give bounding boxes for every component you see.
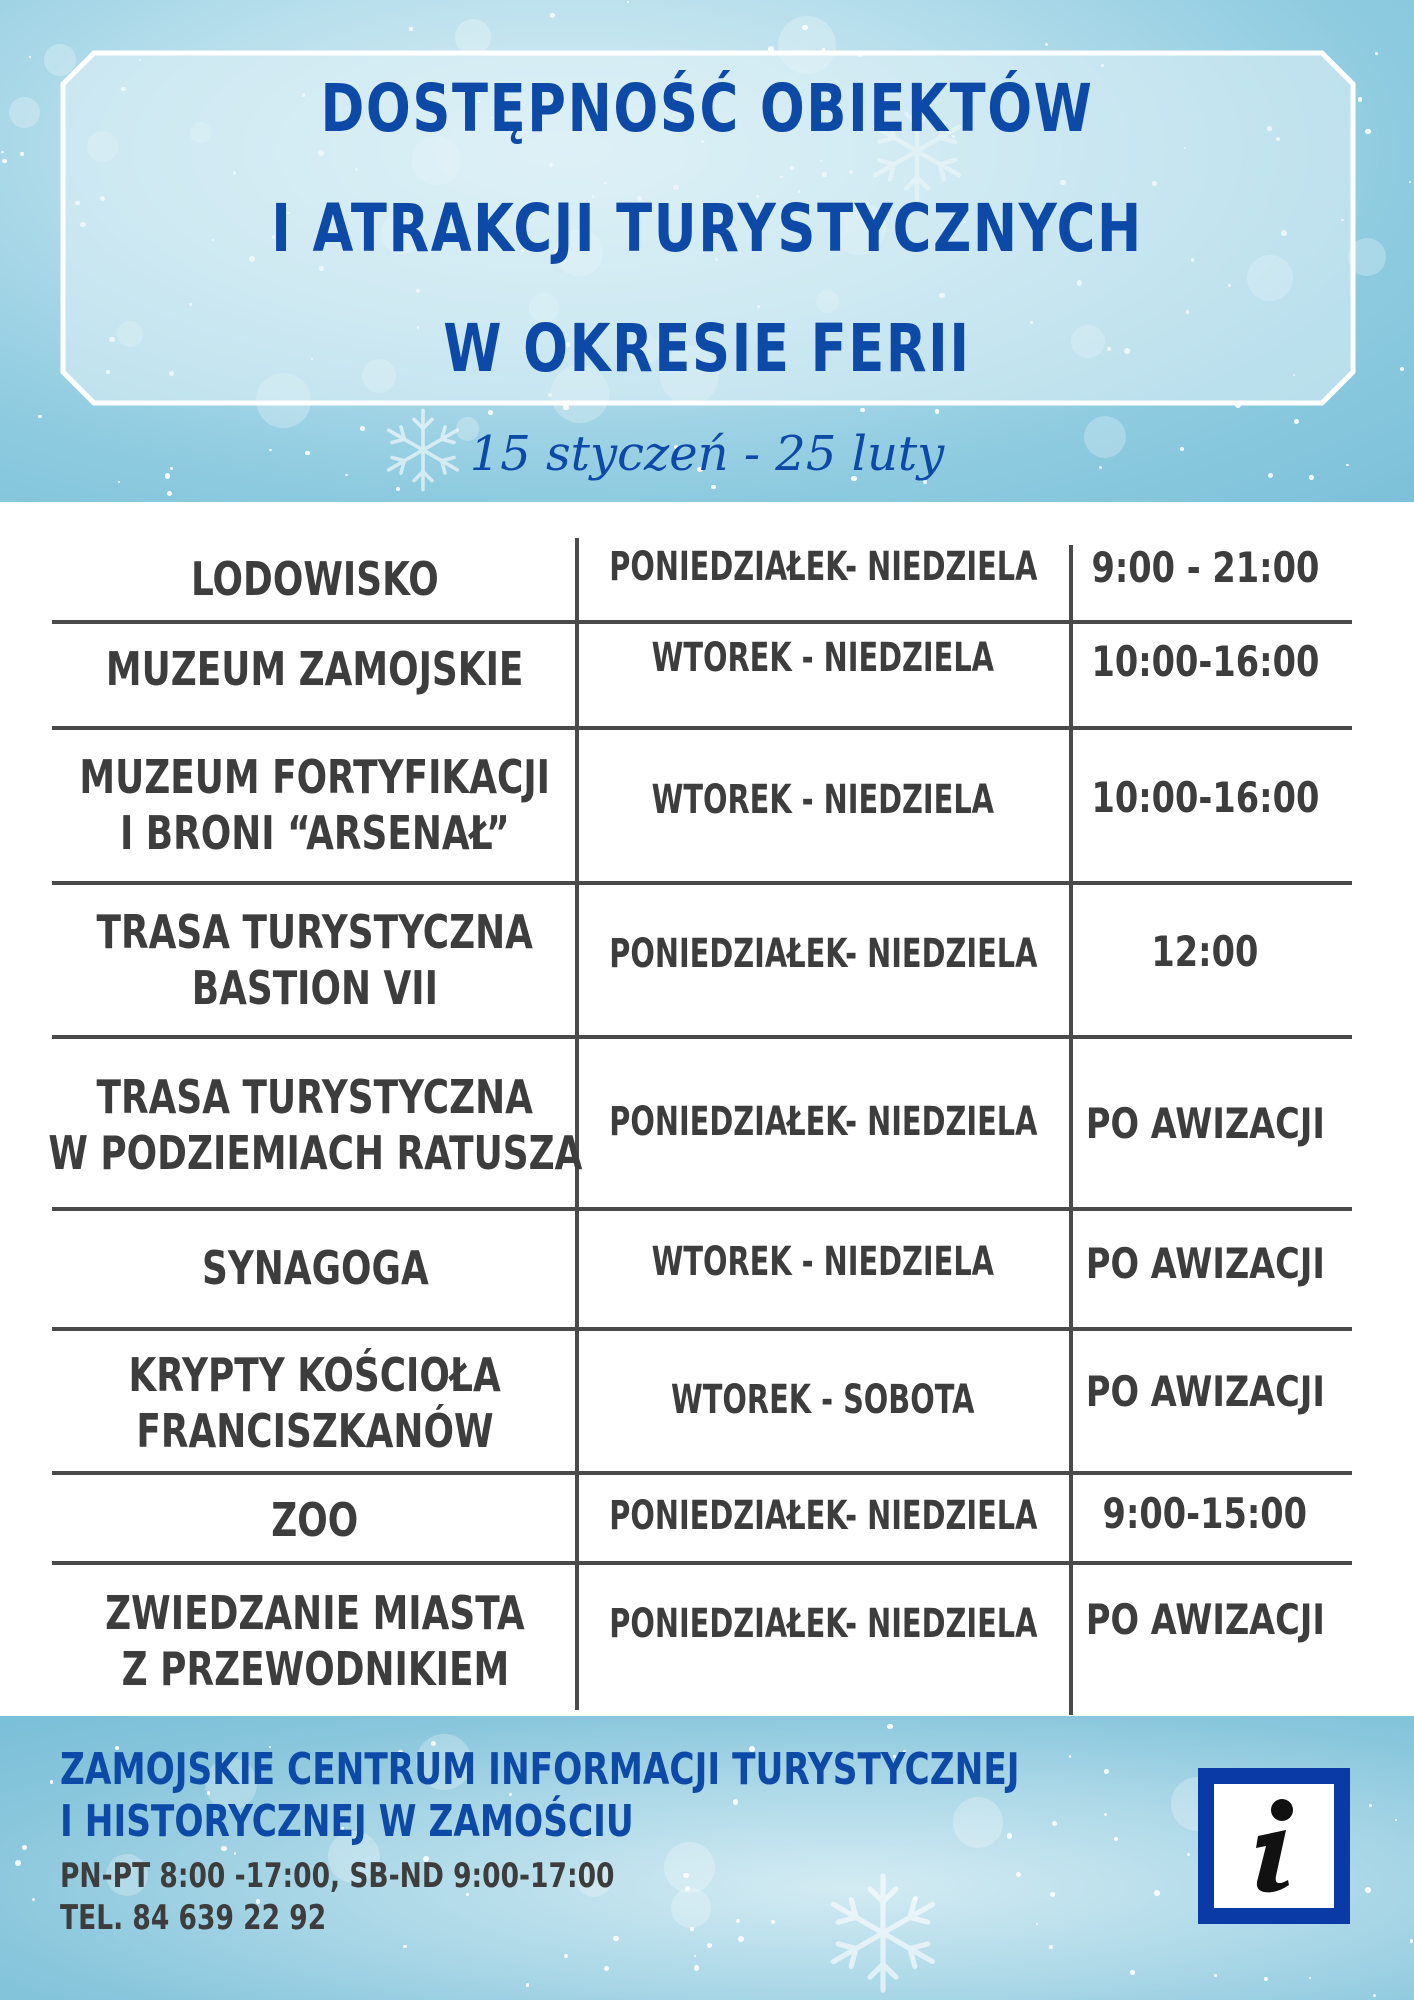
table-row-divider bbox=[52, 726, 1352, 730]
attraction-name: MUZEUM FORTYFIKACJI I BRONI “ARSENAŁ” bbox=[79, 749, 551, 860]
snow-dot bbox=[694, 1955, 696, 1957]
snow-dot bbox=[403, 1945, 406, 1948]
snow-dot bbox=[1409, 181, 1411, 183]
table-row-divider bbox=[52, 1207, 1352, 1211]
snow-dot bbox=[711, 485, 715, 489]
snow-dot bbox=[32, 1898, 36, 1902]
snow-dot bbox=[1052, 1821, 1057, 1826]
snow-dot bbox=[860, 408, 865, 413]
snow-dot bbox=[550, 13, 555, 18]
opening-hours: PO AWIZACJI bbox=[1085, 1595, 1325, 1645]
snow-dot bbox=[1045, 43, 1048, 46]
organization-name-line-2: I HISTORYCZNEJ W ZAMOŚCIU bbox=[60, 1796, 634, 1847]
opening-hours: PO AWIZACJI bbox=[1085, 1239, 1325, 1289]
snow-dot bbox=[671, 1888, 711, 1928]
snow-dot bbox=[690, 1927, 693, 1930]
table-row-divider bbox=[52, 1035, 1352, 1039]
snow-dot bbox=[1358, 97, 1363, 102]
opening-days: WTOREK - NIEDZIELA bbox=[651, 776, 995, 823]
snow-dot bbox=[488, 410, 493, 415]
snow-dot bbox=[802, 25, 808, 31]
snow-dot bbox=[15, 1860, 21, 1866]
snow-dot bbox=[1069, 1755, 1071, 1757]
snow-dot bbox=[604, 1966, 609, 1971]
snow-dot bbox=[1007, 1833, 1013, 1839]
opening-hours: 9:00-15:00 bbox=[1102, 1489, 1308, 1539]
snow-dot bbox=[29, 56, 32, 59]
snow-dot bbox=[526, 1983, 530, 1987]
snow-dot bbox=[564, 1954, 569, 1959]
snow-dot bbox=[627, 1, 629, 3]
snow-dot bbox=[887, 1724, 893, 1730]
table-row-divider bbox=[52, 881, 1352, 885]
snow-dot bbox=[38, 415, 41, 418]
opening-days: PONIEDZIAŁEK- NIEDZIELA bbox=[608, 1600, 1038, 1647]
office-hours: PN-PT 8:00 -17:00, SB-ND 9:00-17:00 bbox=[60, 1856, 615, 1896]
snow-dot bbox=[613, 1936, 619, 1942]
page-title-line-1: DOSTĘPNOŚĆ OBIEKTÓW bbox=[320, 70, 1094, 147]
snow-dot bbox=[1050, 1892, 1055, 1897]
opening-hours: PO AWIZACJI bbox=[1085, 1367, 1325, 1417]
snow-dot bbox=[20, 152, 24, 156]
snow-dot bbox=[771, 1920, 775, 1924]
snowflake-icon bbox=[818, 1868, 948, 1998]
table-row-divider bbox=[52, 1327, 1352, 1331]
snow-dot bbox=[1309, 1977, 1312, 1980]
organization-name-line-1: ZAMOJSKIE CENTRUM INFORMACJI TURYSTYCZNEJ bbox=[60, 1744, 1020, 1795]
snow-dot bbox=[733, 1799, 738, 1804]
snow-dot bbox=[1400, 367, 1404, 371]
snow-dot bbox=[1395, 1819, 1397, 1821]
opening-days: PONIEDZIAŁEK- NIEDZIELA bbox=[608, 930, 1038, 977]
snow-dot bbox=[1104, 1813, 1107, 1816]
snow-dot bbox=[50, 1780, 54, 1784]
snow-dot bbox=[664, 1842, 715, 1893]
attraction-name: KRYPTY KOŚCIOŁA FRANCISZKANÓW bbox=[128, 1347, 502, 1458]
snow-dot bbox=[1410, 1939, 1413, 1942]
opening-days: PONIEDZIAŁEK- NIEDZIELA bbox=[608, 543, 1038, 590]
snow-dot bbox=[1114, 1837, 1118, 1841]
snow-dot bbox=[1036, 1923, 1038, 1925]
snow-dot bbox=[738, 1936, 744, 1942]
date-range-subtitle: 15 styczeń - 25 luty bbox=[469, 426, 945, 482]
snow-dot bbox=[1294, 419, 1299, 424]
opening-days: PONIEDZIAŁEK- NIEDZIELA bbox=[608, 1098, 1038, 1145]
opening-hours: 12:00 bbox=[1151, 927, 1259, 977]
table-row-divider bbox=[52, 1561, 1352, 1565]
header-banner bbox=[0, 0, 1414, 502]
opening-days: WTOREK - NIEDZIELA bbox=[651, 1238, 995, 1285]
snow-dot bbox=[736, 1919, 741, 1924]
opening-hours: PO AWIZACJI bbox=[1085, 1099, 1325, 1149]
attraction-name: ZOO bbox=[271, 1492, 359, 1547]
phone-number: TEL. 84 639 22 92 bbox=[60, 1898, 327, 1938]
opening-days: PONIEDZIAŁEK- NIEDZIELA bbox=[608, 1492, 1038, 1539]
attraction-name: TRASA TURYSTYCZNA W PODZIEMIACH RATUSZA bbox=[47, 1069, 583, 1180]
snow-dot bbox=[2, 159, 7, 164]
opening-hours: 10:00-16:00 bbox=[1091, 637, 1319, 687]
snow-dot bbox=[935, 409, 940, 414]
snow-dot bbox=[953, 1797, 1004, 1848]
attraction-name: MUZEUM ZAMOJSKIE bbox=[106, 641, 524, 696]
tourist-information-icon bbox=[1198, 1768, 1350, 1924]
snow-dot bbox=[409, 27, 413, 31]
snow-dot bbox=[1365, 1887, 1371, 1893]
snow-dot bbox=[1369, 1804, 1372, 1807]
attraction-name: SYNAGOGA bbox=[201, 1240, 429, 1295]
opening-days: WTOREK - SOBOTA bbox=[671, 1376, 975, 1423]
snow-dot bbox=[1154, 1890, 1160, 1896]
snow-dot bbox=[1049, 1945, 1053, 1949]
opening-days: WTOREK - NIEDZIELA bbox=[651, 634, 995, 681]
attraction-name: LODOWISKO bbox=[191, 551, 439, 606]
snow-dot bbox=[1104, 1769, 1109, 1774]
snow-dot bbox=[707, 1943, 712, 1948]
snow-dot bbox=[1365, 129, 1370, 134]
snow-dot bbox=[1016, 1872, 1021, 1877]
snow-dot bbox=[1375, 52, 1378, 55]
snow-dot bbox=[234, 1852, 236, 1854]
table-row-divider bbox=[52, 1471, 1352, 1475]
snow-dot bbox=[9, 97, 40, 128]
snow-dot bbox=[1130, 1970, 1135, 1975]
snow-dot bbox=[1373, 1994, 1376, 1997]
opening-hours: 9:00 - 21:00 bbox=[1091, 543, 1319, 593]
opening-hours: 10:00-16:00 bbox=[1091, 773, 1319, 823]
snow-dot bbox=[1264, 1977, 1269, 1982]
snow-dot bbox=[22, 1845, 27, 1850]
snow-dot bbox=[1214, 1974, 1217, 1977]
page-title-line-2: I ATRAKCJI TURYSTYCZNYCH bbox=[271, 190, 1143, 267]
page-title-line-3: W OKRESIE FERII bbox=[443, 310, 971, 387]
snow-dot bbox=[694, 1965, 699, 1970]
snow-dot bbox=[1187, 1853, 1190, 1856]
snow-dot bbox=[1, 151, 4, 154]
attraction-name: TRASA TURYSTYCZNA BASTION VII bbox=[96, 904, 534, 1015]
attraction-name: ZWIEDZANIE MIASTA Z PRZEWODNIKIEM bbox=[105, 1585, 525, 1696]
snow-dot bbox=[167, 491, 172, 496]
